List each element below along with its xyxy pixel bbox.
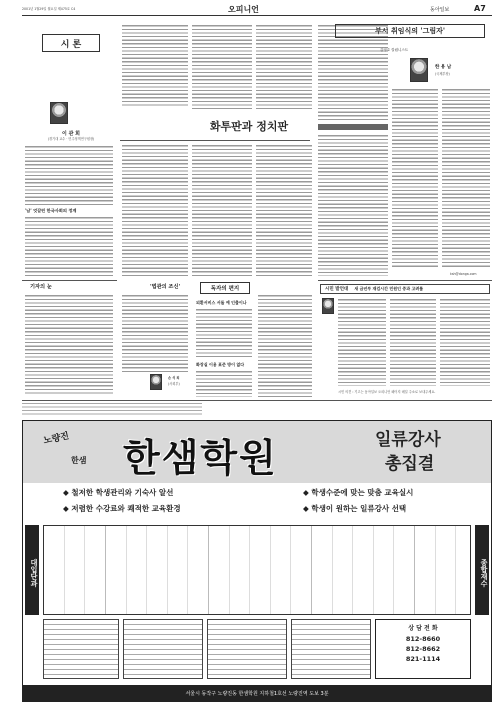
center-text-1	[192, 24, 252, 110]
ad-info-box-1	[43, 619, 119, 679]
advertisement	[22, 420, 492, 702]
right-center-text-2	[318, 134, 388, 276]
center-left-text-1	[122, 24, 188, 108]
ad-contact-title: 상 담 전 화	[408, 625, 438, 632]
citizen-subtitle: 새 금년부 재검시간 민원인 증과 고려를	[354, 286, 424, 291]
ad-schedule-area	[43, 525, 471, 615]
letter3-text	[258, 294, 312, 397]
center-text-4	[256, 144, 312, 276]
left-column-title: 시 론	[42, 34, 100, 52]
footer-strip	[22, 402, 202, 416]
letter2-title: 화장실 이용 표준 방이 없다	[196, 362, 245, 367]
citizen-photo	[322, 298, 334, 314]
ad-banner	[23, 421, 491, 483]
ad-bullet-3-text: 저렴한 수강료와 쾌적한 교육환경	[71, 504, 181, 513]
ad-phone-2: 812-8662	[405, 645, 441, 653]
center-foot-head: '법관의 조신'	[150, 284, 181, 290]
left-foot-text	[25, 294, 113, 396]
ad-info-box-2	[123, 619, 203, 679]
right-writer-name: 한 용 남	[435, 65, 452, 70]
page-number: A7	[474, 4, 486, 13]
columnist-name: 이 관 희	[62, 131, 80, 137]
citizen-top-rule	[318, 280, 492, 281]
right-column-title: 부시 취임식의 '그림자'	[335, 24, 485, 38]
headline-rule	[120, 140, 310, 141]
ad-contact-box	[375, 619, 471, 679]
ad-bullet-2-text: 학생수준에 맞는 맞춤 교육실시	[311, 488, 414, 497]
right-writer-affiliation: (국제부장)	[435, 72, 450, 76]
ad-info-box-3	[207, 619, 287, 679]
ad-brand: 한샘학원	[123, 435, 278, 480]
right-email: ksh@donga.com	[450, 272, 477, 276]
left-subhead: '남' 엇갈린 한국사회의 정계	[25, 208, 77, 213]
letters-header: 독자의 편지	[200, 282, 250, 294]
left-foot-rule	[22, 280, 117, 281]
right-center-subhead	[318, 124, 388, 130]
ad-phone-1: 812-8660	[405, 635, 441, 643]
ad-slogan-2: 총집결	[385, 454, 435, 474]
section-title: 오피니언	[228, 5, 259, 14]
center-headline: 화투판과 정치판	[209, 120, 289, 133]
reporter-name: 손 석 희	[168, 376, 180, 380]
ad-tagline-left: 노량진	[42, 431, 71, 447]
right-center-text-1	[318, 24, 388, 122]
left-body-text-2	[25, 216, 113, 278]
citizen-text-2	[390, 298, 436, 386]
ad-bullet-4: ◆ 학생이 원하는 일류강사 선택	[303, 504, 407, 513]
letter1-text	[196, 308, 252, 358]
columnist-photo	[50, 102, 68, 124]
citizen-note: 시민 의견 : 기고는 동아일보 오피니언 페이지 메일 주소로 보내주세요.	[338, 390, 436, 394]
center-text-3	[256, 24, 312, 110]
reporter-affiliation: (사회부)	[168, 382, 180, 386]
ad-footer: 서울시 동작구 노량진동 한샘학원 지하철1호선 노량진역 도보 3분	[23, 685, 491, 701]
ad-bullets	[63, 485, 483, 523]
center-foot-text-1	[122, 294, 188, 374]
right-writer-label: 김영호 칼럼니스트	[380, 48, 409, 52]
center-text-2	[192, 144, 252, 276]
footer-rule	[22, 400, 492, 401]
center-left-text-2	[122, 144, 188, 276]
ad-bullet-2: ◆ 학생수준에 맞는 맞춤 교육실시	[303, 488, 414, 497]
masthead-rule	[22, 15, 492, 16]
letter2-text	[196, 370, 252, 397]
ad-side-right: 종합재수	[475, 525, 489, 615]
ad-bullet-1-text: 철저한 학생관리와 기숙사 알선	[71, 488, 174, 497]
right-text-1	[392, 88, 438, 268]
citizen-text-1	[338, 298, 386, 386]
ad-bullet-1: ◆ 철저한 학생관리와 기숙사 알선	[63, 488, 174, 497]
ad-tagline-mid: 한샘	[71, 455, 87, 465]
reporter-photo	[150, 374, 162, 390]
right-text-2	[442, 88, 490, 268]
ad-phone-3: 821-1114	[405, 655, 441, 663]
ad-bullet-3: ◆ 저렴한 수강료와 쾌적한 교육환경	[63, 504, 181, 513]
citizen-title: 시민 발언대	[325, 287, 349, 292]
paper-name: 동아일보	[430, 7, 450, 13]
citizen-text-3	[440, 298, 490, 386]
columnist-affiliation: (경기대 교수 · 민주정책연구원장)	[47, 137, 95, 141]
right-writer-photo	[410, 58, 428, 82]
letter1-title: 외환서비스 서둘 예 인출이나	[196, 300, 247, 305]
masthead-date: 2001년 1월29일 월요일 제475호 C4	[22, 7, 76, 11]
ad-bullet-4-text: 학생이 원하는 일류강사 선택	[311, 504, 407, 513]
ad-info-box-4	[291, 619, 371, 679]
left-foot-head: 기자의 눈	[30, 284, 52, 290]
ad-slogan-1: 일류강사	[375, 430, 441, 450]
ad-side-left: 대입단과	[25, 525, 39, 615]
citizen-title-box	[320, 284, 490, 294]
left-body-text-1	[25, 145, 113, 205]
